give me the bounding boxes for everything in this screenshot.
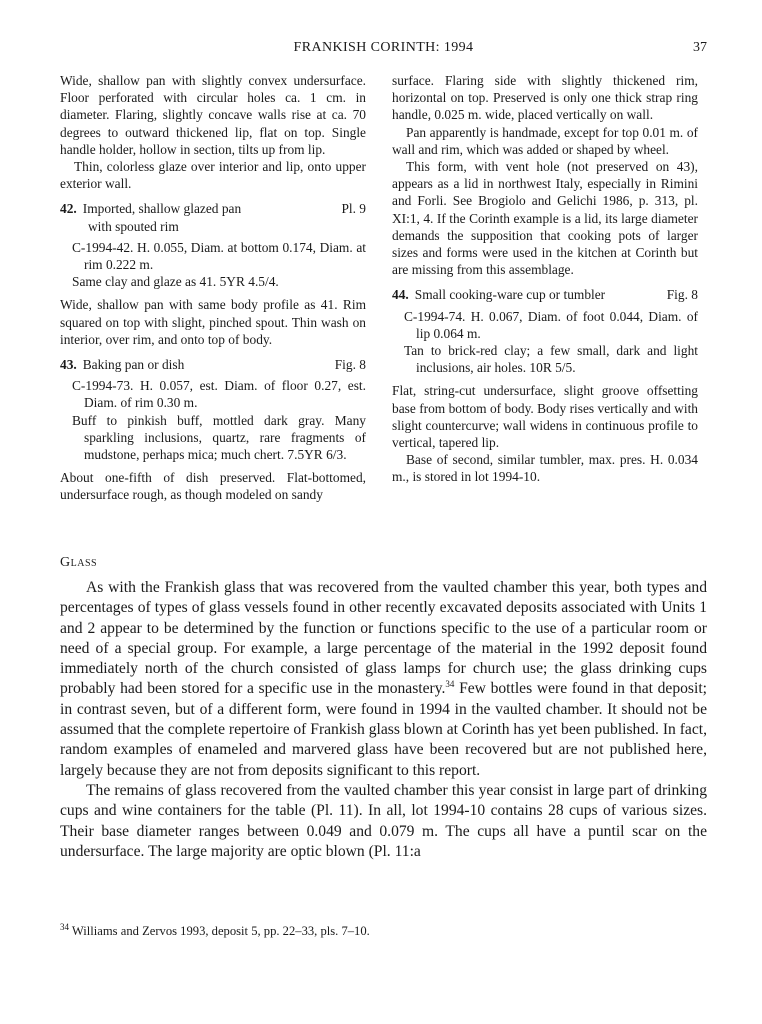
right-column (392, 72, 698, 486)
left-column (60, 72, 366, 504)
entry-44-heading (392, 286, 698, 303)
entry-title: Baking pan or dish (82, 357, 185, 373)
body-paragraph: The remains of glass recovered from the vaulted chamber this year consist in large part of drinking cups and wine containers for the table (Pl. 11). In all, lot 1994-10 contains 28 cups of various sizes. Their base diameter ranges between 0.049 and 0.079 m. The cups all have a puntil scar on the undersurface. The large majority are optic blown (Pl. 11:a (60, 781, 707, 860)
footnote (60, 921, 707, 939)
entry-42-heading (60, 200, 366, 234)
entry-number: 44. (392, 287, 409, 303)
body-paragraph (60, 578, 707, 781)
footnote-text: Williams and Zervos 1993, deposit 5, pp. 22–33, pls. 7–10. (71, 924, 370, 938)
catalog-data: C-1994-73. H. 0.057, est. Diam. of floor 0.27, est. Diam. of rim 0.30 m. (72, 378, 366, 411)
figure-reference: Fig. 8 (666, 287, 698, 303)
continued-description: surface. Flaring side with slightly thickened rim, horizontal on top. Preserved is only one thick strap ring handle, 0.025 m. wide, placed vertically on wall. (392, 73, 698, 123)
fabric-description: Tan to brick-red clay; a few small, dark and light inclusions, air holes. 10R 5/5. (404, 343, 698, 376)
catalog-data: C-1994-42. H. 0.055, Diam. at bottom 0.174, Diam. at rim 0.222 m. (72, 239, 366, 273)
manufacture-note: Pan apparently is handmade, except for top 0.01 m. of wall and rim, which was added or shaped by wheel. (392, 124, 698, 157)
catalog-data: C-1994-74. H. 0.067, Diam. of foot 0.044, Diam. of lip 0.064 m. (404, 308, 698, 341)
paragraph-text: Few bottles were found in that deposit; in contrast seven, but of a different form, were found in 1994 in the vaulted chamber. It should not be assumed that the complete repertoire of Frankish glass blown at Corinth has yet been published. In fact, random examples of enameled and marvered glass have been recovered but are not published here, largely because they are not from deposits significant to this report. (60, 680, 707, 779)
entry-number: 42. (60, 201, 77, 217)
entry-number: 43. (60, 357, 77, 373)
entry-title: Small cooking-ware cup or tumbler (414, 287, 606, 303)
intro-paragraph: Wide, shallow pan with slightly convex undersurface. Floor perforated with circular holes ca. 1 cm. in diameter. Flaring, slightly concave walls rise at ca. 70 degrees to outward thickened lip, flat on top. Single handle holder, hollow in section, tilts up from lip. (60, 73, 366, 157)
storage-note: Base of second, similar tumbler, max. pres. H. 0.034 m., is stored in lot 1994-10. (392, 452, 698, 485)
page-number: 37 (693, 40, 707, 55)
entry-description: About one-fifth of dish preserved. Flat-bottomed, undersurface rough, as though modeled on sandy (60, 470, 366, 503)
entry-description: Flat, string-cut undersurface, slight groove offsetting base from bottom of body. Body rises vertically and with slight countercurve; wall widens in continuous profile to vertical, tapered lip. (392, 383, 698, 451)
section-title: Glass (60, 555, 98, 570)
footnote-number: 34 (60, 921, 69, 932)
fabric-description: Buff to pinkish buff, mottled dark gray. Many sparkling inclusions, quartz, rare fragments of mudstone, perhaps mica; much chert. 7.5YR 6/3. (72, 412, 366, 463)
paragraph-text: As with the Frankish glass that was recovered from the vaulted chamber this year, both types and percentages of types of glass vessels found in other recently excavated deposits associated with Units 1 and 2 appear to be determined by the function or functions specific to the use of a particular room or need of a special group. For example, a large percentage of the material in the 1992 deposit found immediately north of the church consisted of glass lamps for church use; the glass drinking cups probably had been stored for a specific use in the monastery. (60, 579, 707, 698)
comparanda-note: This form, with vent hole (not preserved on 43), appears as a lid in northwest Italy, especially in Rimini and Forli. See Brogiolo and Gelichi 1986, p. 313, pl. XI:1, 4. If the Corinth example is a lid, its large diameter demands the supposition that cooking pots of larger sizes and forms were used in the kitchen at Corinth but are missing from this assemblage. (392, 159, 698, 278)
footnote-marker: 34 (445, 679, 455, 690)
entry-title-continued: with spouted rim (88, 218, 179, 234)
plate-reference: Pl. 9 (341, 201, 366, 217)
intro-paragraph-glaze: Thin, colorless glaze over interior and lip, onto upper exterior wall. (60, 159, 366, 192)
entry-43-heading (60, 356, 366, 373)
section-body (60, 578, 707, 862)
entry-title: Imported, shallow glazed pan (82, 201, 242, 217)
running-head: FRANKISH CORINTH: 1994 (293, 40, 474, 55)
entry-description: Wide, shallow pan with same body profile as 41. Rim squared on top with slight, pinched spout. Thin wash on interior, over rim, and onto top of body. (60, 297, 366, 347)
figure-reference: Fig. 8 (334, 357, 366, 373)
fabric-description: Same clay and glaze as 41. 5YR 4.5/4. (72, 274, 279, 290)
page-header (60, 40, 707, 60)
